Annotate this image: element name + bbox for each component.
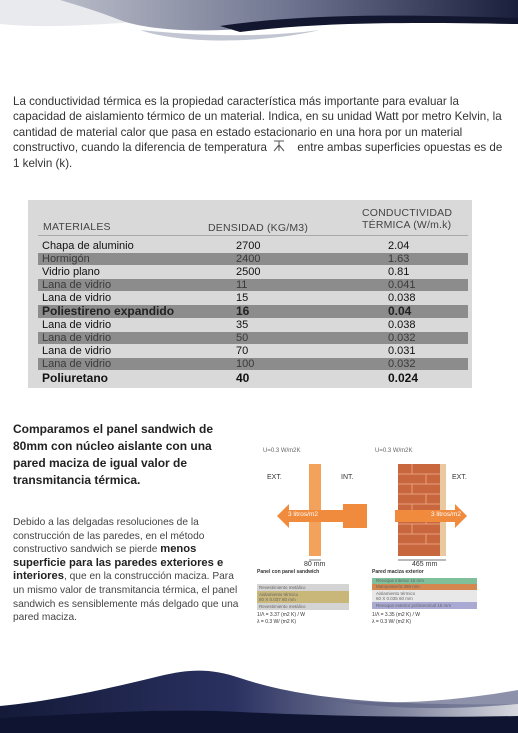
legend-right-1: Mampostería 365 mm <box>376 584 420 589</box>
cell-densidad: 70 <box>236 345 249 357</box>
cell-conductividad: 2.04 <box>388 240 410 252</box>
formula-left-1: 1/Λ = 3.37 (m2 K) / W <box>257 612 305 618</box>
intro-text-part2: entre ambas superficies opuestas es de 1 kelvin (k). <box>13 141 503 170</box>
comparison-text-part1: Debido a las delgadas resoluciones de la construcción de las paredes, en el método constructivo sandwich se pierde <box>13 517 205 556</box>
header-densidad: DENSIDAD (KG/M3) <box>208 222 309 234</box>
materials-table <box>28 200 472 388</box>
cell-densidad: 40 <box>236 371 250 385</box>
cell-conductividad: 0.81 <box>388 266 410 278</box>
table-row <box>38 240 468 252</box>
cell-densidad: 16 <box>236 304 250 318</box>
legend-left-1: Aislamiento térmico <box>259 592 299 597</box>
legend-left-3: Revestimiento metálico <box>259 604 306 609</box>
header-conductividad-1: CONDUCTIVIDAD <box>362 207 453 219</box>
cell-densidad: 11 <box>236 279 248 291</box>
cell-material: Lana de vidrio <box>42 279 112 291</box>
u-value-left: U=0.3 W/m2K <box>263 448 301 454</box>
interior-marker <box>343 504 367 528</box>
cell-densidad: 50 <box>236 332 249 344</box>
label-ext-right: EXT. <box>452 474 467 481</box>
table-row <box>38 319 468 331</box>
cell-conductividad: 0.038 <box>388 319 416 331</box>
cell-densidad: 15 <box>236 292 249 304</box>
table-row <box>38 358 468 370</box>
flow-label-right: 3 litros/m2 <box>431 511 461 518</box>
cell-material: Lana de vidrio <box>42 332 112 344</box>
cell-densidad: 2400 <box>236 253 261 265</box>
comparison-title: Comparamos el panel sandwich de 80mm con núcleo aislante con una pared maciza de igual valor de transmitancia térmica. <box>13 422 214 487</box>
comparison-text-bold: menos superficie para las paredes exteriores e interiores <box>13 543 224 583</box>
legend-right-2: Aislamiento térmico <box>376 591 416 596</box>
table-row <box>38 292 468 304</box>
table-row <box>38 332 468 344</box>
table-row <box>38 279 468 291</box>
label-ext-left: EXT. <box>267 474 282 481</box>
cell-densidad: 2700 <box>236 240 261 252</box>
cell-material: Lana de vidrio <box>42 319 112 331</box>
cell-material: Lana de vidrio <box>42 345 112 357</box>
table-row <box>38 345 468 357</box>
comparison-text-part2: , que en la construcción maciza. Para un mismo valor de transmitancia térmica, el panel sandwich es sensiblemente más delgado que una pared maciza. <box>13 571 239 624</box>
intro-paragraph <box>13 94 503 171</box>
cell-conductividad: 1.63 <box>388 253 410 265</box>
legend-right-3: 60 X 0.035 60 mm <box>376 596 413 601</box>
caption-right: Pared maciza exterior <box>372 569 424 575</box>
intro-text-part1: La conductividad térmica es la propiedad característica más importante para evaluar la capacidad de aislamiento térmico de un material. Indica, en su unidad Watt por metro Kelvin, la cantidad de material calor que pasa en estado estacionario en una hora por un material constructivo, cuando la diferencia de temperatura <box>13 95 502 155</box>
legend-left-2: 80 X 0.037 80 mm <box>259 597 296 602</box>
table-row-highlight <box>38 371 468 385</box>
header-conductividad-2: TÉRMICA (W/m.k) <box>362 219 452 231</box>
temperature-delta-icon <box>272 140 286 152</box>
header-materiales: MATERIALES <box>43 221 111 233</box>
formula-right-2: λ = 0.3 W/ (m2 K) <box>372 619 412 625</box>
dimension-left: 80 mm <box>304 561 326 568</box>
cell-densidad: 2500 <box>236 266 261 278</box>
label-int: INT. <box>341 474 354 481</box>
table-row <box>38 253 468 265</box>
cell-conductividad: 0.038 <box>388 292 416 304</box>
comparison-text <box>13 516 248 625</box>
cell-material: Lana de vidrio <box>42 358 112 370</box>
cell-conductividad: 0.04 <box>388 304 412 318</box>
caption-left: Panel con panel sandwich <box>257 569 320 575</box>
wall-comparison-diagram <box>255 448 480 628</box>
cell-material: Chapa de aluminio <box>42 240 134 252</box>
legend-right-0: Revoque interior 15 mm <box>376 578 425 583</box>
table-row-highlight <box>38 305 468 318</box>
top-banner <box>0 0 518 66</box>
cell-material: Hormigón <box>42 253 90 265</box>
legend-left-0: Revestimiento metálico <box>259 585 306 590</box>
cell-material: Vidrio plano <box>42 266 100 278</box>
cell-conductividad: 0.041 <box>388 279 416 291</box>
cell-densidad: 100 <box>236 358 255 370</box>
cell-conductividad: 0.024 <box>388 371 419 385</box>
formula-left-2: λ = 0.3 W/ (m2 K) <box>257 619 297 625</box>
cell-material: Lana de vidrio <box>42 292 112 304</box>
formula-right-1: 1/Λ = 3.35 (m2 K) / W <box>372 612 420 618</box>
bottom-banner <box>0 660 518 733</box>
legend-right-4: Revoque exterior polímero/cal 15 mm <box>376 603 452 608</box>
header-divider <box>38 235 468 236</box>
dimension-right: 465 mm <box>412 561 438 568</box>
cell-material: Poliestireno expandido <box>42 304 175 318</box>
cell-conductividad: 0.032 <box>388 332 416 344</box>
cell-conductividad: 0.032 <box>388 358 416 370</box>
flow-label-left: 3 litros/m2 <box>288 511 318 518</box>
cell-conductividad: 0.031 <box>388 345 416 357</box>
u-value-right: U=0.3 W/m2K <box>375 448 413 454</box>
cell-material: Poliuretano <box>42 371 109 385</box>
cell-densidad: 35 <box>236 319 249 331</box>
table-row <box>38 266 468 278</box>
